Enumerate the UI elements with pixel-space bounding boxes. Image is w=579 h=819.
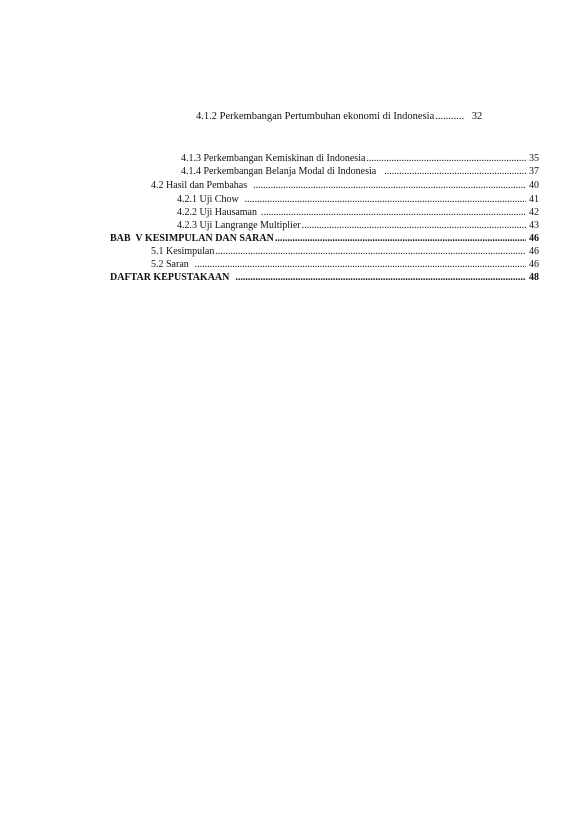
toc-leader-dots <box>275 232 526 245</box>
toc-entry-page: 32 <box>471 111 483 122</box>
toc-entry-page: 41 <box>529 194 539 205</box>
toc-entry-title: 4.2.1 Uji Chow <box>177 194 239 205</box>
toc-entry-4-2-3 <box>177 219 539 232</box>
toc-entry-page: 48 <box>529 272 539 283</box>
toc-entry-title: 4.2 Hasil dan Pembahas <box>151 180 248 191</box>
toc-entry-page: 46 <box>529 246 539 257</box>
toc-entry-daftar-kepustakaan <box>110 271 539 284</box>
toc-entry-title: 4.2.3 Uji Langrange Multiplier <box>177 220 301 231</box>
toc-entry-4-1-3 <box>181 152 539 165</box>
toc-entry-title: 4.1.3 Perkembangan Kemiskinan di Indonesia <box>181 153 366 164</box>
toc-leader-dots <box>253 179 526 192</box>
toc-entry-4-2-1 <box>177 193 539 206</box>
toc-leader-dots <box>235 271 526 284</box>
toc-entry-page: 46 <box>529 259 539 270</box>
toc-leader-dots <box>435 110 465 123</box>
toc-entry-title: 5.1 Kesimpulan <box>151 246 215 257</box>
toc-entry-4-2-2 <box>177 206 539 219</box>
toc-entry-title: 5.2 Saran <box>151 259 189 270</box>
toc-entry-title: 4.2.2 Uji Hausaman <box>177 207 257 218</box>
toc-leader-dots <box>366 152 526 165</box>
toc-leader-dots <box>302 219 526 232</box>
toc-entry-title: DAFTAR KEPUSTAKAAN <box>110 272 230 283</box>
toc-entry-page: 42 <box>529 207 539 218</box>
toc-entry-page: 43 <box>529 220 539 231</box>
toc-entry-title: 4.1.4 Perkembangan Belanja Modal di Indonesia <box>181 166 377 177</box>
toc-leader-dots <box>195 258 526 271</box>
toc-entry-page: 46 <box>529 233 539 244</box>
toc-leader-dots <box>245 193 526 206</box>
toc-entry-page: 37 <box>529 166 539 177</box>
toc-leader-dots <box>215 245 526 258</box>
toc-entry-5-1 <box>151 245 539 258</box>
toc-entry-page: 35 <box>529 153 539 164</box>
toc-leader-dots <box>261 206 526 219</box>
toc-entry-4-1-4 <box>181 165 539 178</box>
toc-leader-dots <box>384 165 526 178</box>
toc-entry-4-1-2 <box>196 110 508 123</box>
toc-entry-title: 4.1.2 Perkembangan Pertumbuhan ekonomi di Indonesia <box>196 111 435 122</box>
toc-entry-5-2 <box>151 258 539 271</box>
toc-entry-page: 40 <box>529 180 539 191</box>
toc-entry-title: BAB V KESIMPULAN DAN SARAN <box>110 233 274 244</box>
toc-entry-4-2 <box>151 179 539 192</box>
toc-entry-bab-v <box>110 232 539 245</box>
